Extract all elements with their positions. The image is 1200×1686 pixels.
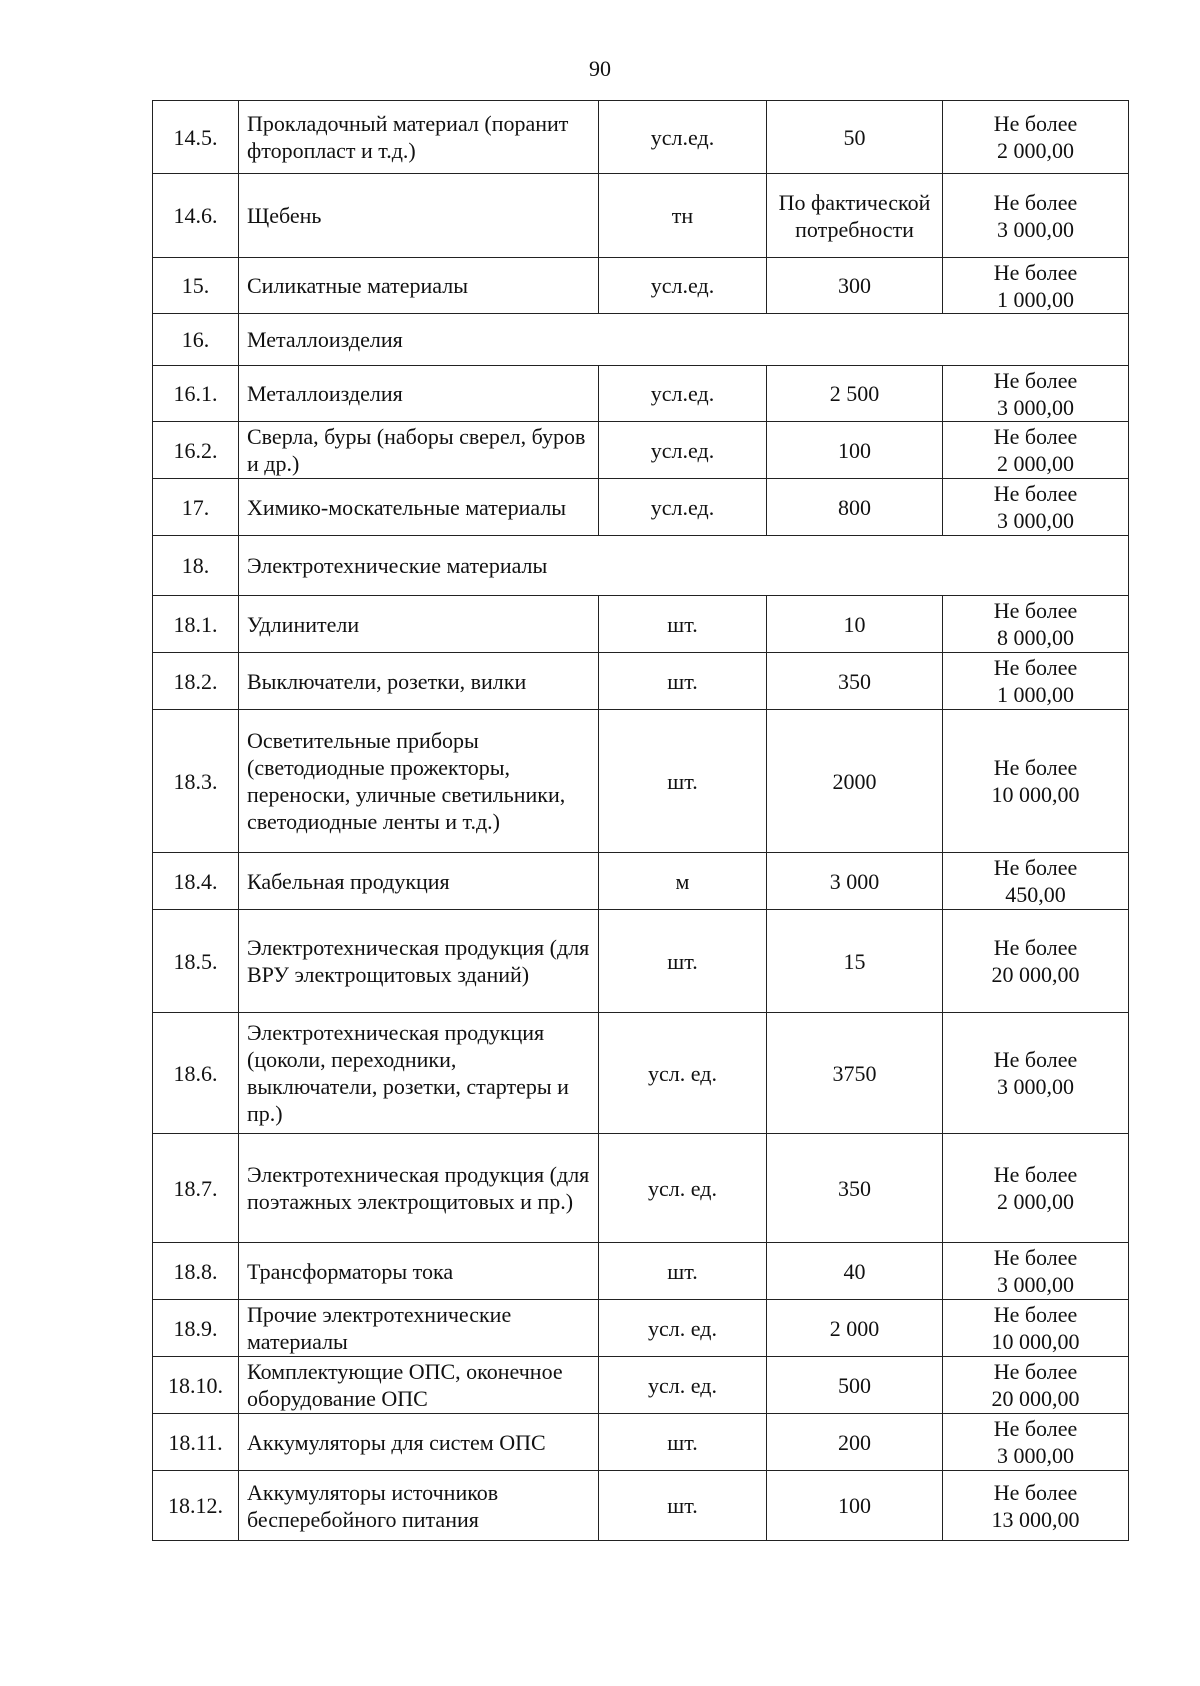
item-price	[943, 101, 1129, 174]
section-title: Электротехнические материалы	[239, 536, 1129, 596]
price-value: 1 000,00	[997, 286, 1074, 312]
price-label: Не более	[993, 1479, 1078, 1505]
item-name: Электротехническая продукция (для ВРУ электрощитовых зданий)	[239, 910, 599, 1013]
row-number: 18.9.	[153, 1300, 239, 1357]
table-row	[153, 1013, 1129, 1134]
price-label: Не более	[993, 367, 1078, 393]
item-quantity: 10	[767, 596, 943, 653]
price-label: Не более	[993, 1359, 1078, 1384]
price-value: 3 000,00	[997, 1074, 1074, 1099]
item-price	[943, 1471, 1129, 1541]
item-price	[943, 1414, 1129, 1471]
row-number: 18.	[153, 536, 239, 596]
row-number: 18.6.	[153, 1013, 239, 1134]
item-price	[943, 258, 1129, 314]
item-price	[943, 910, 1129, 1013]
table-row	[153, 174, 1129, 258]
table-row	[153, 1414, 1129, 1471]
item-price	[943, 479, 1129, 536]
item-name: Прочие электротехнические материалы	[239, 1300, 599, 1357]
item-unit: усл.ед.	[599, 258, 767, 314]
price-value: 3 000,00	[997, 1272, 1074, 1297]
item-quantity: 350	[767, 653, 943, 710]
row-number: 16.1.	[153, 366, 239, 422]
item-unit: усл. ед.	[599, 1300, 767, 1357]
item-name: Осветительные приборы (светодиодные прожекторы, переноски, уличные светильники, светодиодные ленты и т.д.)	[239, 710, 599, 853]
item-unit: усл.ед.	[599, 422, 767, 479]
price-label: Не более	[993, 1047, 1078, 1072]
price-value: 1 000,00	[997, 682, 1074, 707]
item-name: Электротехническая продукция (для поэтажных электрощитовых и пр.)	[239, 1134, 599, 1243]
price-label: Не более	[993, 655, 1078, 680]
item-name: Удлинители	[239, 596, 599, 653]
row-number: 18.11.	[153, 1414, 239, 1471]
item-unit: м	[599, 853, 767, 910]
item-name: Кабельная продукция	[239, 853, 599, 910]
item-unit: шт.	[599, 710, 767, 853]
row-number: 14.5.	[153, 101, 239, 174]
item-quantity: По фактической потребности	[767, 174, 943, 258]
price-value: 13 000,00	[991, 1506, 1080, 1532]
price-value: 3 000,00	[997, 216, 1074, 242]
row-number: 18.2.	[153, 653, 239, 710]
price-label: Не более	[993, 935, 1078, 960]
item-price	[943, 653, 1129, 710]
price-value: 2 000,00	[997, 451, 1074, 476]
row-number: 18.7.	[153, 1134, 239, 1243]
item-quantity: 200	[767, 1414, 943, 1471]
price-value: 2 000,00	[997, 138, 1074, 163]
item-price	[943, 596, 1129, 653]
table-row	[153, 653, 1129, 710]
item-name: Электротехническая продукция (цоколи, переходники, выключатели, розетки, стартеры и пр.)	[239, 1013, 599, 1134]
item-name: Аккумуляторы источников бесперебойного питания	[239, 1471, 599, 1541]
price-label: Не более	[993, 1245, 1078, 1270]
table-row	[153, 1134, 1129, 1243]
item-price	[943, 422, 1129, 479]
price-value: 2 000,00	[997, 1189, 1074, 1214]
price-label: Не более	[993, 481, 1078, 506]
item-quantity: 15	[767, 910, 943, 1013]
item-quantity: 100	[767, 422, 943, 479]
item-price	[943, 1013, 1129, 1134]
table-row	[153, 422, 1129, 479]
item-unit: тн	[599, 174, 767, 258]
item-quantity: 800	[767, 479, 943, 536]
item-quantity: 3 000	[767, 853, 943, 910]
item-name: Комплектующие ОПС, оконечное оборудование ОПС	[239, 1357, 599, 1414]
price-value: 20 000,00	[991, 962, 1080, 987]
table-row	[153, 258, 1129, 314]
table-row	[153, 1471, 1129, 1541]
price-value: 8 000,00	[997, 625, 1074, 650]
table-row	[153, 1243, 1129, 1300]
item-unit: усл.ед.	[599, 101, 767, 174]
row-number: 17.	[153, 479, 239, 536]
item-quantity: 2 000	[767, 1300, 943, 1357]
row-number: 18.4.	[153, 853, 239, 910]
row-number: 14.6.	[153, 174, 239, 258]
item-quantity: 100	[767, 1471, 943, 1541]
table-row	[153, 910, 1129, 1013]
section-row	[153, 536, 1129, 596]
item-unit: усл. ед.	[599, 1357, 767, 1414]
item-name: Металлоизделия	[239, 366, 599, 422]
item-name: Силикатные материалы	[239, 258, 599, 314]
item-quantity: 350	[767, 1134, 943, 1243]
price-label: Не более	[993, 259, 1078, 285]
item-quantity: 3750	[767, 1013, 943, 1134]
item-unit: шт.	[599, 1243, 767, 1300]
item-unit: усл. ед.	[599, 1013, 767, 1134]
item-price	[943, 853, 1129, 910]
page-number: 90	[589, 56, 611, 81]
item-name: Щебень	[239, 174, 599, 258]
item-quantity: 2 500	[767, 366, 943, 422]
materials-table	[152, 100, 1129, 1541]
price-label: Не более	[993, 855, 1078, 880]
row-number: 18.1.	[153, 596, 239, 653]
price-value: 3 000,00	[997, 394, 1074, 420]
row-number: 18.10.	[153, 1357, 239, 1414]
price-value: 20 000,00	[991, 1386, 1080, 1411]
item-name: Сверла, буры (наборы сверел, буров и др.)	[239, 422, 599, 479]
table-row	[153, 479, 1129, 536]
price-label: Не более	[993, 598, 1078, 623]
price-value: 3 000,00	[997, 508, 1074, 533]
item-quantity: 40	[767, 1243, 943, 1300]
item-unit: шт.	[599, 596, 767, 653]
price-label: Не более	[993, 1302, 1078, 1327]
item-unit: шт.	[599, 1414, 767, 1471]
item-price	[943, 1243, 1129, 1300]
price-value: 10 000,00	[991, 782, 1080, 807]
item-price	[943, 1300, 1129, 1357]
item-name: Аккумуляторы для систем ОПС	[239, 1414, 599, 1471]
row-number: 18.12.	[153, 1471, 239, 1541]
row-number: 18.3.	[153, 710, 239, 853]
price-value: 450,00	[1005, 882, 1066, 907]
item-quantity: 300	[767, 258, 943, 314]
section-title: Металлоизделия	[239, 314, 1129, 366]
item-unit: шт.	[599, 653, 767, 710]
price-value: 10 000,00	[991, 1329, 1080, 1354]
table-row	[153, 101, 1129, 174]
item-quantity: 2000	[767, 710, 943, 853]
item-name: Химико-москательные материалы	[239, 479, 599, 536]
item-price	[943, 366, 1129, 422]
item-name: Прокладочный материал (поранит фторопласт и т.д.)	[239, 101, 599, 174]
table-row	[153, 710, 1129, 853]
item-quantity: 50	[767, 101, 943, 174]
price-label: Не более	[993, 1162, 1078, 1187]
table-row	[153, 1357, 1129, 1414]
item-unit: шт.	[599, 1471, 767, 1541]
item-name: Выключатели, розетки, вилки	[239, 653, 599, 710]
item-price	[943, 174, 1129, 258]
item-price	[943, 1134, 1129, 1243]
price-label: Не более	[993, 424, 1078, 449]
item-price	[943, 710, 1129, 853]
item-unit: усл.ед.	[599, 366, 767, 422]
table-row	[153, 853, 1129, 910]
table-row	[153, 1300, 1129, 1357]
price-label: Не более	[993, 189, 1078, 215]
row-number: 18.5.	[153, 910, 239, 1013]
item-unit: шт.	[599, 910, 767, 1013]
item-unit: усл.ед.	[599, 479, 767, 536]
table-row	[153, 366, 1129, 422]
price-value: 3 000,00	[997, 1443, 1074, 1468]
price-label: Не более	[993, 1416, 1078, 1441]
row-number: 18.8.	[153, 1243, 239, 1300]
section-row	[153, 314, 1129, 366]
table-row	[153, 596, 1129, 653]
item-price	[943, 1357, 1129, 1414]
row-number: 15.	[153, 258, 239, 314]
item-quantity: 500	[767, 1357, 943, 1414]
item-unit: усл. ед.	[599, 1134, 767, 1243]
row-number: 16.2.	[153, 422, 239, 479]
item-name: Трансформаторы тока	[239, 1243, 599, 1300]
row-number: 16.	[153, 314, 239, 366]
price-label: Не более	[993, 755, 1078, 780]
price-label: Не более	[993, 111, 1078, 136]
